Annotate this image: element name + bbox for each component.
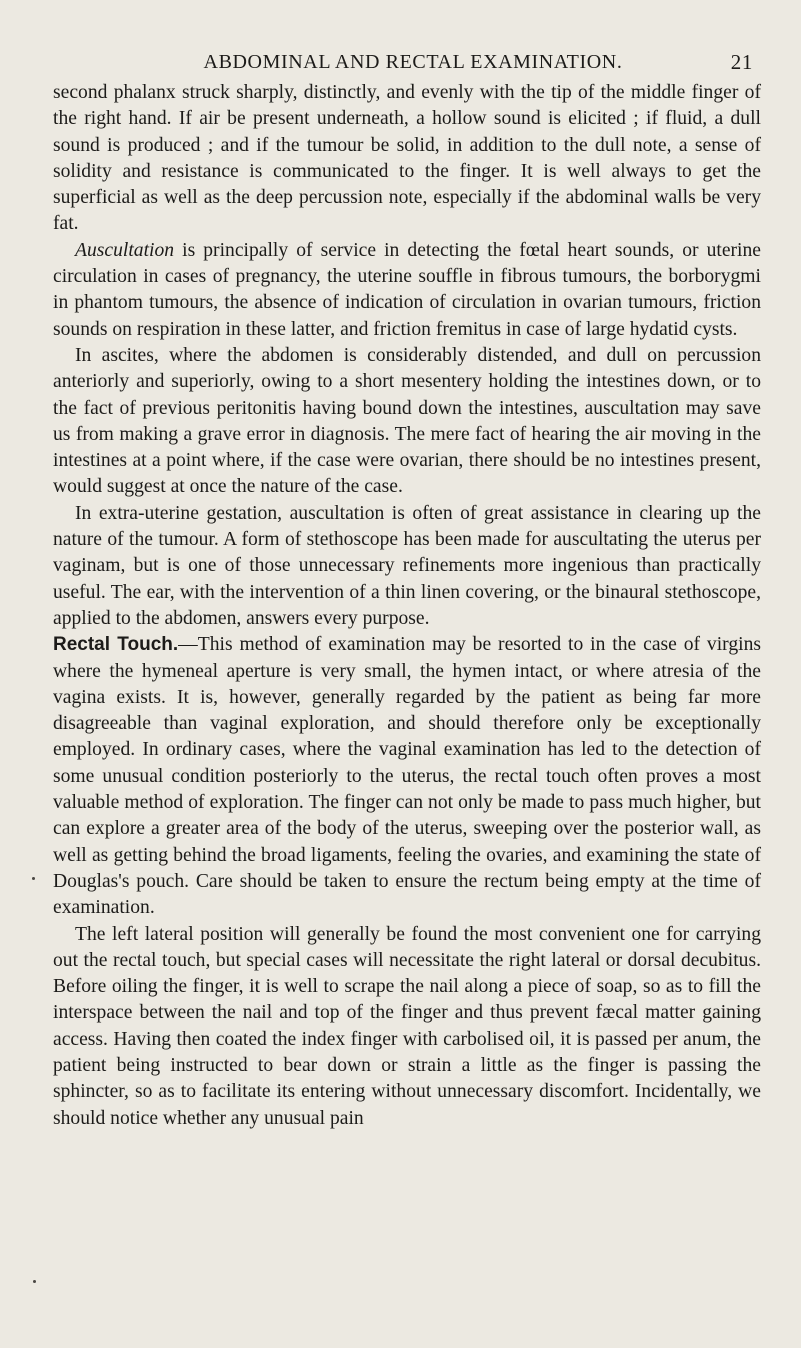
paragraph-extra-uterine — [53, 501, 761, 632]
paragraph-rectal-touch — [53, 632, 761, 921]
margin-speck — [32, 877, 35, 880]
body-text — [53, 80, 761, 1132]
page-number: 21 — [730, 50, 753, 74]
paragraph-text: In extra-uterine gestation, auscultation is often of great assistance in clearing up the nature of the tumour. A form of stethoscope has been made for auscultating the uterus per vaginam, but is one of those unnecessary refinements more ingenious than practically useful. The ear, with the intervention of a thin linen covering, or the binaural stethoscope, applied to the abdomen, answers every purpose. — [53, 502, 761, 629]
running-head-title: ABDOMINAL AND RECTAL EXAMINATION. — [203, 51, 623, 73]
paragraph-text: is principally of service in detecting the fœtal heart sounds, or uterine circulation in cases of pregnancy, the uterine souffle in fibrous tumours, the borborygmi in phantom tumours, the absence of indication of circulation in ovarian tumours, friction sounds on respiration in these latter, and friction fremitus in case of large hydatid cysts. — [53, 239, 761, 340]
paragraph-text: —This method of examination may be resorted to in the case of virgins where the hymeneal aperture is very small, the hymen intact, or where atresia of the vagina exists. It is, however, generally regarded by the patient as being far more disagreeable than vaginal exploration, and should therefore only be exceptionally employed. In ordinary cases, where the vaginal examination has led to the detection of some unusual condition posteriorly to the uterus, the rectal touch often proves a most valuable method of exploration. The finger can not only be made to pass much higher, but can explore a greater area of the body of the uterus, sweeping over the posterior wall, as well as getting behind the broad ligaments, feeling the ovaries, and examining the state of Douglas's pouch. Care should be taken to ensure the rectum being empty at the time of examination. — [53, 634, 761, 919]
paragraph-text: In ascites, where the abdomen is considerably distended, and dull on percussion anteriorly and superiorly, owing to a short mesentery holding the intestines down, or to the fact of previous peritonitis having bound down the intestines, auscultation may save us from making a grave error in diagnosis. The mere fact of hearing the air moving in the intestines at a point where, if the case were ovarian, there should be no intestines present, would suggest at once the nature of the case. — [53, 344, 761, 498]
paragraph-left-lateral — [53, 922, 761, 1132]
paragraph-auscultation — [53, 238, 761, 343]
paragraph-lead-auscultation: Auscultation — [75, 239, 175, 261]
running-head — [53, 44, 761, 80]
paragraph-percussion-continued — [53, 80, 761, 238]
paragraph-text: The left lateral position will generally be found the most convenient one for carrying out the rectal touch, but special cases will necessitate the right lateral or dorsal decubitus. Before oiling the finger, it is well to scrape the nail along a piece of soap, so as to fill the interspace between the nail and top of the finger and thus prevent fæcal matter gaining access. Having then coated the index finger with carbolised oil, it is passed per anum, the patient being instructed to bear down or strain a little as the finger is passing the sphincter, so as to facilitate its entering without unnecessary discomfort. Incidentally, we should notice whether any unusual pain — [53, 923, 761, 1129]
paragraph-ascites — [53, 343, 761, 501]
section-heading-rectal-touch: Rectal Touch. — [53, 634, 179, 656]
margin-speck — [33, 1280, 36, 1283]
paragraph-text: second phalanx struck sharply, distinctly, and evenly with the tip of the middle finger of the right hand. If air be present underneath, a hollow sound is elicited ; if fluid, a dull sound is produced ; and if the tumour be solid, in addition to the dull note, a sense of solidity and resistance is communicated to the finger. It is well always to get the superficial as well as the deep percussion note, especially if the abdominal walls be very fat. — [53, 82, 761, 235]
